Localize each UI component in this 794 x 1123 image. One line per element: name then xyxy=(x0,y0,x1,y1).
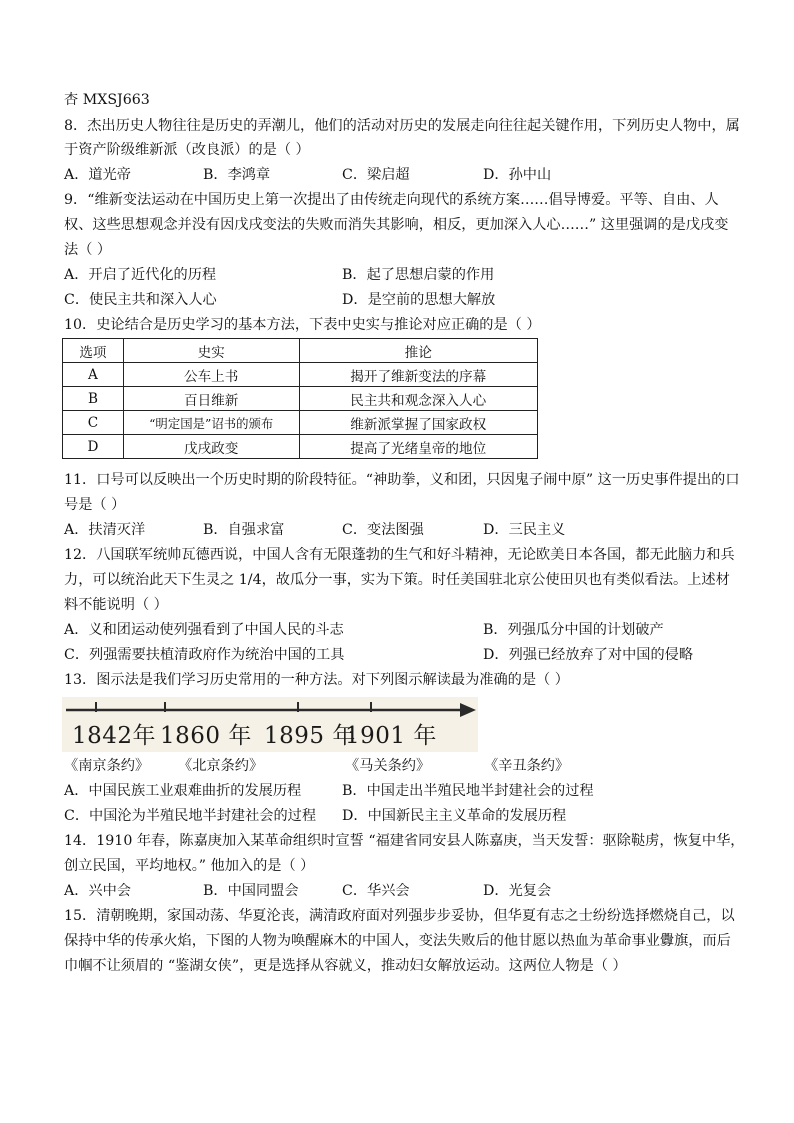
timeline-figure xyxy=(62,697,478,752)
timeline-year: 1860 年 xyxy=(160,723,252,749)
q13-option-c: C．中国沦为半殖民地半封建社会的过程 xyxy=(64,808,317,824)
q8-line-1: 8．杰出历史人物往往是历史的弄潮儿，他们的活动对历史的发展走向往往起关键作用，下列历史人物中，属 xyxy=(64,118,740,134)
timeline-year: 1842年 xyxy=(72,723,157,749)
q11-option-d: D．三民主义 xyxy=(483,522,566,538)
q14-option-a: A．兴中会 xyxy=(64,883,131,899)
table-cell: 提高了光绪皇帝的地位 xyxy=(299,435,537,459)
timeline-year: 1895 年 xyxy=(264,723,356,749)
q13-option-a: A．中国民族工业艰难曲折的发展历程 xyxy=(64,783,302,799)
timeline-treaty: 《南京条约》 xyxy=(64,758,150,774)
q14-option-c: C．华兴会 xyxy=(342,883,410,899)
q12-line-3: 料不能说明（ ） xyxy=(64,597,168,613)
history-table xyxy=(62,338,538,459)
q15-line-1: 15．清朝晚期，家国动荡、华夏沦丧，满清政府面对列强步步妥协，但华夏有志之士纷纷选择燃烧自己，以 xyxy=(64,908,735,924)
table-row xyxy=(63,435,538,459)
q15-line-2: 保持中华的传承火焰，下图的人物为唤醒麻木的中国人，变法失败后的他甘愿以热血为革命事业釁旗，而后 xyxy=(64,933,731,949)
q11-line-1: 11．口号可以反映出一个历史时期的阶段特征。“神助拳，义和团，只因鬼子闹中原” 这一历史事件提出的口 xyxy=(64,472,740,488)
header-code: 杏 MXSJ663 xyxy=(64,92,150,108)
q13-option-d: D．中国新民主主义革命的发展历程 xyxy=(342,808,567,824)
q8-option-b: B．李鸿章 xyxy=(203,167,271,183)
q8-option-d: D．孙中山 xyxy=(483,167,552,183)
q12-option-a: A．义和团运动使列强看到了中国人民的斗志 xyxy=(64,622,344,638)
q9-line-2: 权、这些思想观念并没有因戊戌变法的失败而消失其影响，相反，更加深入人心……” 这里强调的是戊戌变 xyxy=(64,217,729,233)
q11-option-a: A．扶清灭洋 xyxy=(64,522,146,538)
q12-line-2: 力，可以统治此天下生灵之 1/4，故瓜分一事，实为下策。时任美国驻北京公使田贝也有类似看法。上述材 xyxy=(64,572,730,588)
table-cell: D xyxy=(63,435,124,459)
q8-option-c: C．梁启超 xyxy=(342,167,410,183)
table-header: 选项 xyxy=(63,339,124,363)
table-cell: 戊戌政变 xyxy=(123,435,299,459)
table-header: 推论 xyxy=(299,339,537,363)
table-cell: B xyxy=(63,387,124,411)
q12-option-b: B．列强瓜分中国的计划破产 xyxy=(483,622,664,638)
timeline-treaty: 《马关条约》 xyxy=(345,758,431,774)
table-header: 史实 xyxy=(123,339,299,363)
table-cell: “明定国是”诏书的颁布 xyxy=(123,411,299,435)
q12-option-c: C．列强需要扶植清政府作为统治中国的工具 xyxy=(64,647,345,663)
q14-line-2: 创立民国，平均地权。” 他加入的是（ ） xyxy=(64,858,315,874)
timeline-treaty: 《北京条约》 xyxy=(178,758,264,774)
timeline-year: 1901 年 xyxy=(345,723,437,749)
table-cell: 百日维新 xyxy=(123,387,299,411)
q8-option-a: A．道光帝 xyxy=(64,167,131,183)
table-header-row xyxy=(63,339,538,363)
table-cell: 维新派掌握了国家政权 xyxy=(299,411,537,435)
q9-option-a: A．开启了近代化的历程 xyxy=(64,267,217,283)
q9-option-b: B．起了思想启蒙的作用 xyxy=(342,267,495,283)
table-cell: 民主共和观念深入人心 xyxy=(299,387,537,411)
table-cell: 揭开了维新变法的序幕 xyxy=(299,363,537,387)
q9-line-1: 9．“维新变法运动在中国历史上第一次提出了由传统走向现代的系统方案……倡导博爱。平等、自由、人 xyxy=(64,192,719,208)
q12-option-d: D．列强已经放弃了对中国的侵略 xyxy=(483,647,694,663)
table-cell: A xyxy=(63,363,124,387)
q13-option-b: B．中国走出半殖民地半封建社会的过程 xyxy=(342,783,594,799)
q9-option-d: D．是空前的思想大解放 xyxy=(342,292,496,308)
q11-option-b: B．自强求富 xyxy=(203,522,285,538)
q10-line-1: 10．史论结合是历史学习的基本方法，下表中史实与推论对应正确的是（ ） xyxy=(64,317,541,333)
table-cell: 公车上书 xyxy=(123,363,299,387)
q9-option-c: C．使民主共和深入人心 xyxy=(64,292,217,308)
timeline-treaty: 《辛丑条约》 xyxy=(484,758,570,774)
q11-line-2: 号是（ ） xyxy=(64,497,126,513)
q15-line-3: 巾帼不让须眉的 “鉴湖女侠”，更是选择从容就义，推动妇女解放运动。这两位人物是（ ） xyxy=(64,958,627,974)
q14-line-1: 14．1910 年春，陈嘉庚加入某革命组织时宣誓 “福建省同安县人陈嘉庚，当天发誓：驱除鞑虏，恢复中华， xyxy=(64,833,745,849)
q14-option-d: D．光复会 xyxy=(483,883,552,899)
q9-line-3: 法（ ） xyxy=(64,242,112,258)
q14-option-b: B．中国同盟会 xyxy=(203,883,299,899)
q11-option-c: C．变法图强 xyxy=(342,522,424,538)
table-row xyxy=(63,411,538,435)
q8-line-2: 于资产阶级维新派（改良派）的是（ ） xyxy=(64,142,310,158)
table-row xyxy=(63,387,538,411)
q12-line-1: 12．八国联军统帅瓦德西说，中国人含有无限蓬勃的生气和好斗精神，无论欧美日本各国，都无此脑力和兵 xyxy=(64,547,735,563)
table-row xyxy=(63,363,538,387)
q13-line-1: 13．图示法是我们学习历史常用的一种方法。对下列图示解读最为准确的是（ ） xyxy=(64,672,569,688)
table-cell: C xyxy=(63,411,124,435)
